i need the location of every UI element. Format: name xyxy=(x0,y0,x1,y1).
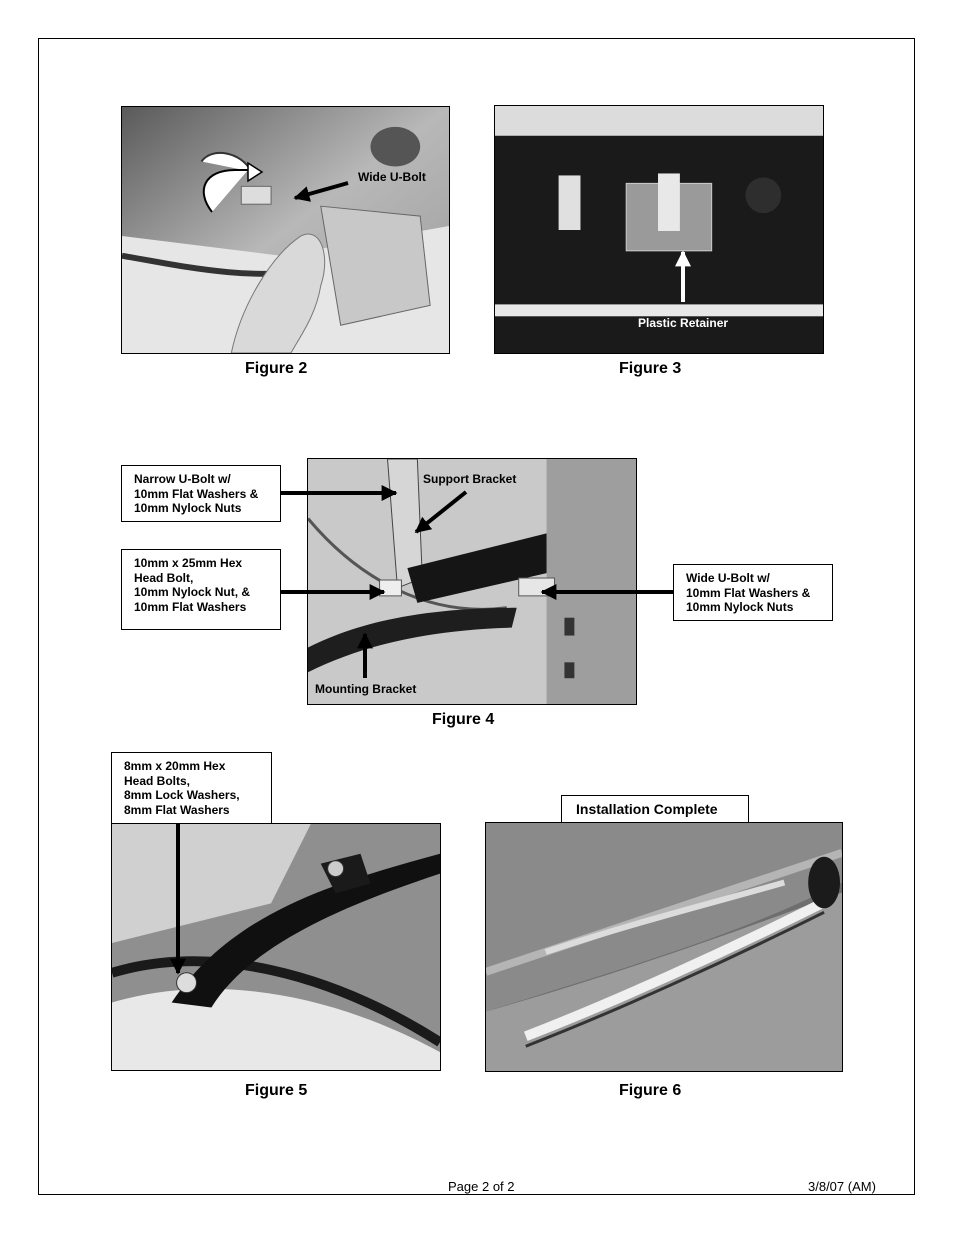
figure-6-caption: Figure 6 xyxy=(619,1082,682,1099)
figure-4-caption: Figure 4 xyxy=(432,711,495,728)
figure-2-photo xyxy=(121,106,450,354)
figure-2-caption: Figure 2 xyxy=(245,360,308,377)
figure-6-photo xyxy=(485,822,843,1072)
page-number: Page 2 of 2 xyxy=(448,1179,515,1194)
callout-8mm-hex-bolts: 8mm x 20mm Hex Head Bolts, 8mm Lock Washers, 8mm Flat Washers xyxy=(111,752,272,824)
label-mounting-bracket: Mounting Bracket xyxy=(315,682,417,696)
callout-installation-complete: Installation Complete xyxy=(561,795,749,824)
figure-4-photo xyxy=(307,458,637,705)
document-date: 3/8/07 (AM) xyxy=(808,1179,876,1194)
label-support-bracket: Support Bracket xyxy=(423,472,517,486)
callout-narrow-u-bolt: Narrow U-Bolt w/ 10mm Flat Washers & 10mm Nylock Nuts xyxy=(121,465,281,522)
figure-5-photo xyxy=(111,823,441,1071)
callout-hex-head-bolt: 10mm x 25mm Hex Head Bolt, 10mm Nylock Nut, & 10mm Flat Washers xyxy=(121,549,281,630)
figure-3-caption: Figure 3 xyxy=(619,360,682,377)
figure-5-caption: Figure 5 xyxy=(245,1082,308,1099)
label-plastic-retainer: Plastic Retainer xyxy=(638,316,729,330)
label-wide-u-bolt: Wide U-Bolt xyxy=(358,170,426,184)
callout-wide-u-bolt: Wide U-Bolt w/ 10mm Flat Washers & 10mm Nylock Nuts xyxy=(673,564,833,621)
